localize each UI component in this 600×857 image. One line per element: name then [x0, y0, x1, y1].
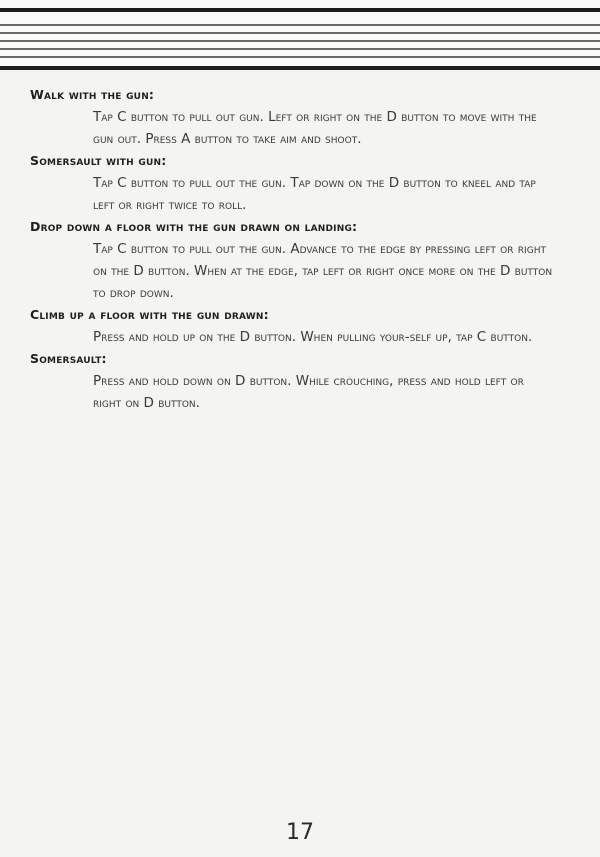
section-somersault: [30, 348, 570, 414]
section-climb-up-floor: [30, 304, 570, 348]
header-rule-line: [0, 40, 600, 42]
header-rule-line: [0, 8, 600, 12]
section-somersault-with-gun: [30, 150, 570, 216]
header-rule-line: [0, 56, 600, 58]
section-heading: Climb up a floor with the gun drawn:: [30, 307, 269, 322]
section-body: Tap C button to pull out gun. Left or right on the D button to move with the gun out. Press A button to take aim and shoot.: [93, 109, 537, 147]
header-rule-line: [0, 32, 600, 34]
section-body: Press and hold down on D button. While crouching, press and hold left or right on D button.: [93, 373, 524, 411]
section-heading: Somersault:: [30, 351, 107, 366]
header-rule-band: [0, 0, 600, 70]
section-heading: Somersault with gun:: [30, 153, 167, 168]
manual-content: [30, 84, 570, 414]
section-drop-down-floor: [30, 216, 570, 304]
page-number: 17: [286, 820, 314, 845]
section-walk-with-gun: [30, 84, 570, 150]
section-heading: Drop down a floor with the gun drawn on landing:: [30, 219, 358, 234]
header-rule-line: [0, 24, 600, 26]
section-heading: Walk with the gun:: [30, 87, 155, 102]
section-body: Press and hold up on the D button. When pulling your-self up, tap C button.: [93, 329, 533, 345]
section-body: Tap C button to pull out the gun. Advance to the edge by pressing left or right on the D button. When at the edge, tap left or right once more on the D button to drop down.: [93, 241, 553, 301]
section-body: Tap C button to pull out the gun. Tap down on the D button to kneel and tap left or right twice to roll.: [93, 175, 536, 213]
header-rule-line: [0, 48, 600, 50]
